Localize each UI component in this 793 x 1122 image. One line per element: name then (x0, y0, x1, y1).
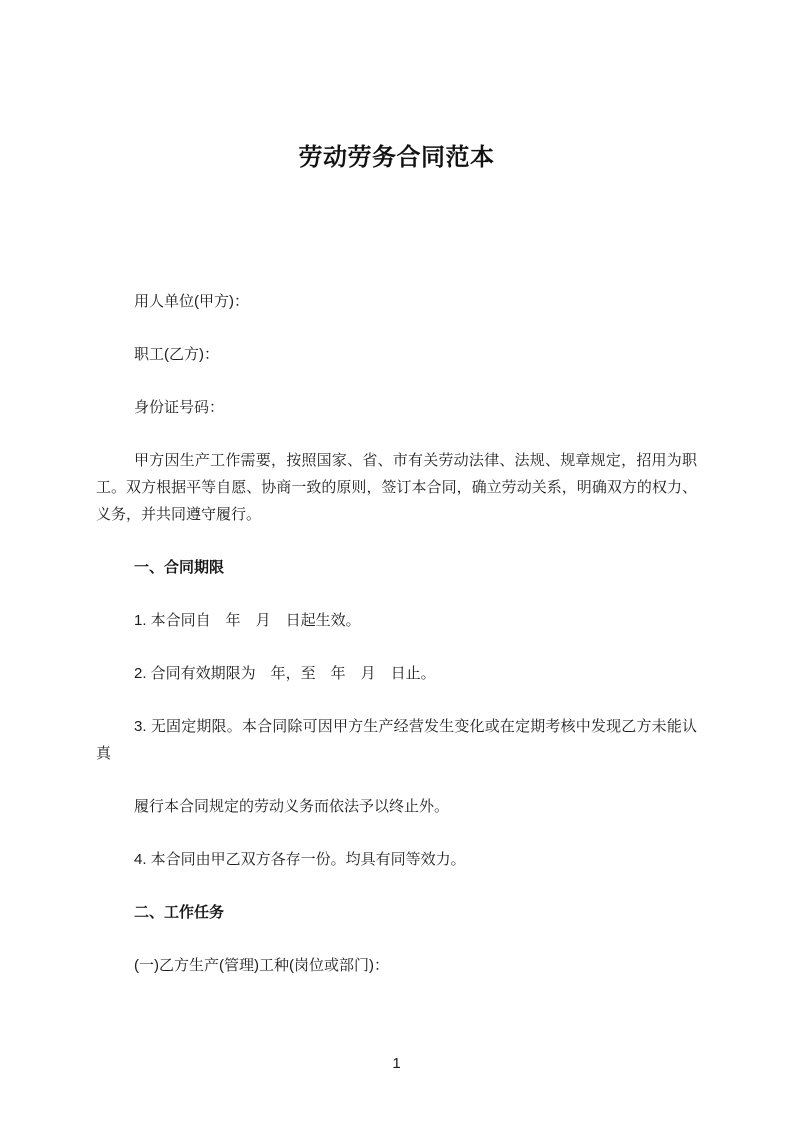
paragraph-body: 2. 合同有效期限为 年，至 年 月 日止。 (134, 665, 436, 682)
paragraph-body: 履行本合同规定的劳动义务而依法予以终止外。 (134, 798, 450, 815)
paragraph-body: 1. 本合同自 年 月 日起生效。 (134, 612, 361, 629)
document-title: 劳动劳务合同范本 (298, 144, 495, 171)
paragraph-label: 身份证号码： (134, 399, 225, 416)
paragraph-body: (一)乙方生产(管理)工种(岗位或部门)： (134, 957, 389, 974)
paragraph-body: 甲方因生产工作需要，按照国家、省、市有关劳动法律、法规、规章规定，招用为职工。双方根据平等自愿、协商一致的原则，签订本合同，确立劳动关系，明确双方的权力、义务，并共同遵守履行。 (96, 452, 697, 523)
document-content (96, 288, 697, 979)
paragraph-label: 职工(乙方)： (134, 346, 219, 363)
paragraph-label: 用人单位(甲方)： (134, 293, 249, 310)
page-number: 1 (392, 1055, 401, 1072)
paragraph-body: 3. 无固定期限。本合同除可因甲方生产经营发生变化或在定期考核中发现乙方未能认真 (96, 718, 697, 762)
paragraph-body: 4. 本合同由甲乙双方各存一份。均具有同等效力。 (134, 851, 466, 868)
paragraph-heading: 一、合同期限 (134, 559, 225, 576)
paragraph-heading: 二、工作任务 (134, 904, 225, 921)
